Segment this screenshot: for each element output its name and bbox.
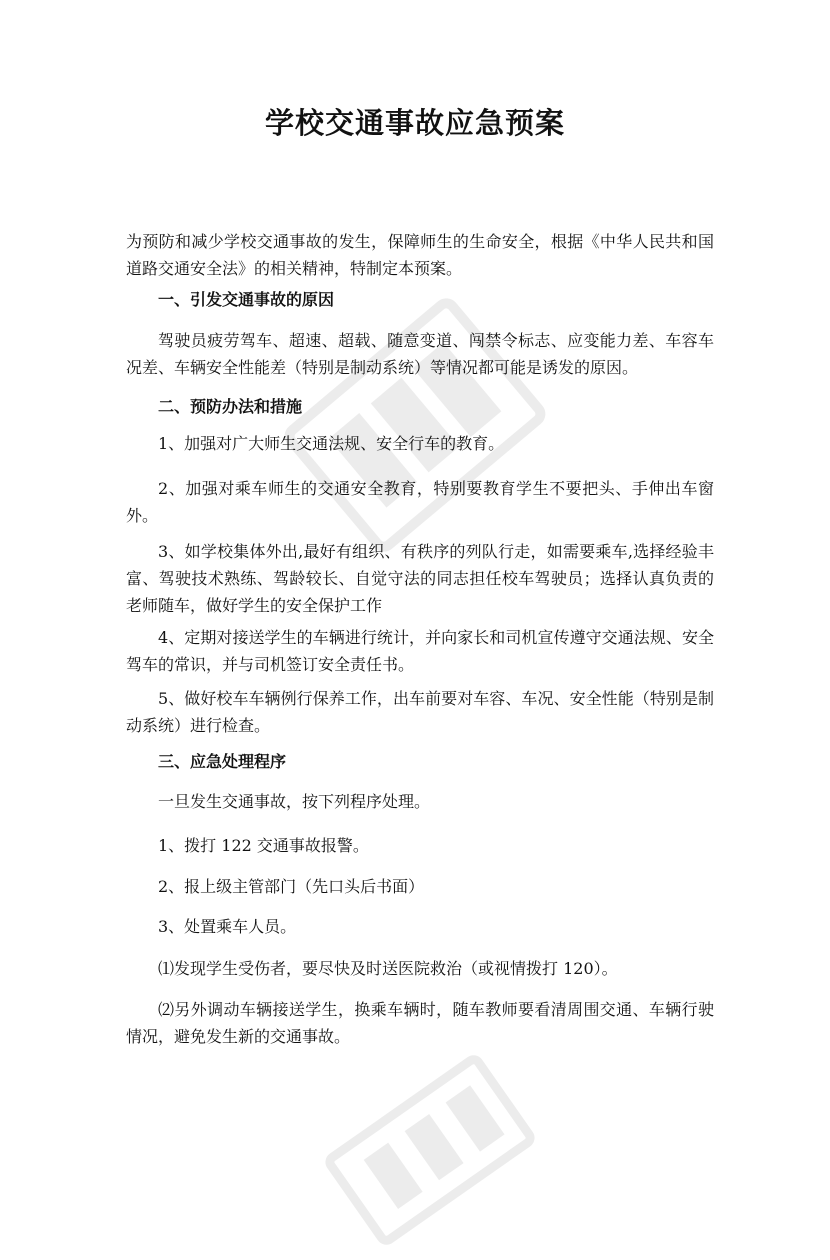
list-item: 3、如学校集体外出,最好有组织、有秩序的列队行走，如需要乘车,选择经验丰富、驾驶技术熟练、驾龄较长、自觉守法的同志担任校车驾驶员；选择认真负责的老师随车，做好学生的安全保护工作 <box>126 542 714 615</box>
list-item: 2、加强对乘车师生的交通安全教育，特别要教育学生不要把头、手伸出车窗外。 <box>126 479 714 525</box>
list-item: 1、加强对广大师生交通法规、安全行车的教育。 <box>158 434 505 453</box>
section1-heading: 一、引发交通事故的原因 <box>158 290 335 309</box>
watermark-stamp <box>314 1043 547 1256</box>
section2-heading: 二、预防办法和措施 <box>158 397 303 416</box>
section3-heading: 三、应急处理程序 <box>158 752 287 771</box>
list-item: ⑵另外调动车辆接送学生，换乘车辆时，随车教师要看清周围交通、车辆行驶情况，避免发生新的交通事故。 <box>126 1000 714 1046</box>
list-item: 2、报上级主管部门（先口头后书面） <box>158 877 425 896</box>
list-item: 1、拨打 122 交通事故报警。 <box>158 836 369 855</box>
section1-body: 驾驶员疲劳驾车、超速、超载、随意变道、闯禁令标志、应变能力差、车容车况差、车辆安全性能差（特别是制动系统）等情况都可能是诱发的原因。 <box>126 331 714 377</box>
document-title: 学校交通事故应急预案 <box>264 106 565 140</box>
intro-paragraph: 为预防和减少学校交通事故的发生，保障师生的生命安全，根据《中华人民共和国道路交通安全法》的相关精神，特制定本预案。 <box>126 232 714 278</box>
list-item: ⑴发现学生受伤者，要尽快及时送医院救治（或视情拨打 120）。 <box>158 959 618 978</box>
list-item: 4、定期对接送学生的车辆进行统计，并向家长和司机宣传遵守交通法规、安全驾车的常识，并与司机签订安全责任书。 <box>126 628 714 674</box>
list-item: 3、处置乘车人员。 <box>158 917 297 936</box>
section3-lead: 一旦发生交通事故，按下列程序处理。 <box>158 792 431 811</box>
list-item: 5、做好校车车辆例行保养工作，出车前要对车容、车况、安全性能（特别是制动系统）进行检查。 <box>126 689 714 735</box>
